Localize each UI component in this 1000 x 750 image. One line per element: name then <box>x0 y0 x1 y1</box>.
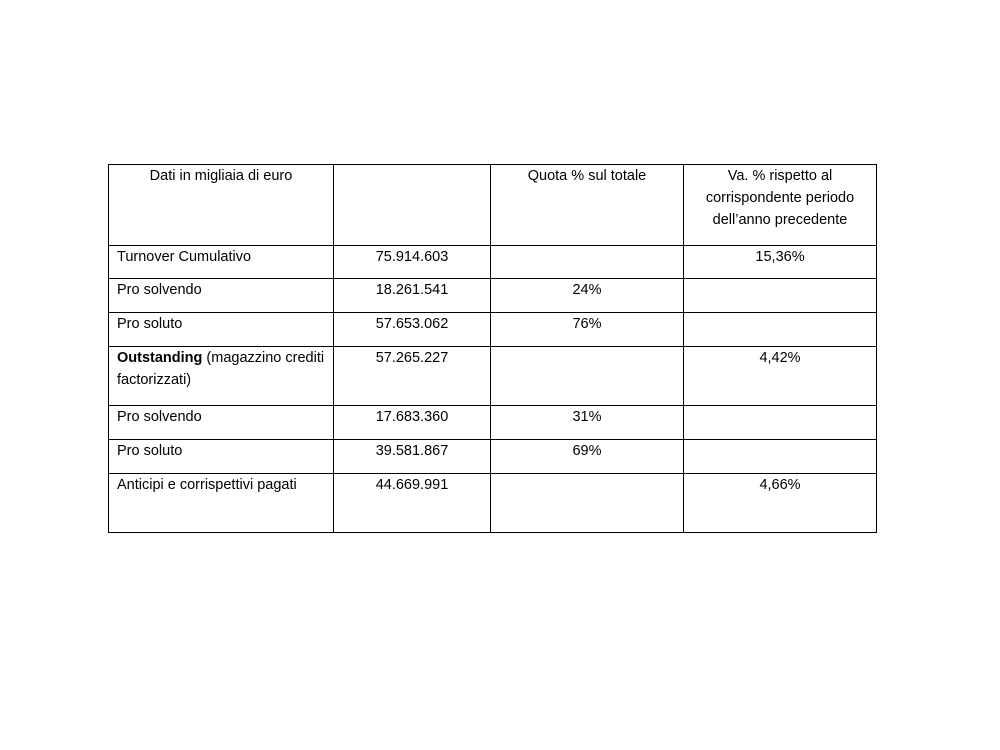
row-label: Anticipi e corrispettivi pagati <box>109 474 334 533</box>
row-quota <box>491 347 684 406</box>
row-label: Pro soluto <box>109 313 334 347</box>
table-row <box>109 347 877 406</box>
header-cell-description: Dati in migliaia di euro <box>109 165 334 246</box>
row-variazione <box>684 440 877 474</box>
table-row <box>109 440 877 474</box>
row-variazione <box>684 279 877 313</box>
row-label <box>109 347 334 406</box>
header-cell-value <box>334 165 491 246</box>
row-variazione <box>684 406 877 440</box>
row-value: 44.669.991 <box>334 474 491 533</box>
row-value: 75.914.603 <box>334 246 491 279</box>
row-quota: 24% <box>491 279 684 313</box>
row-value: 18.261.541 <box>334 279 491 313</box>
row-quota <box>491 474 684 533</box>
row-variazione: 4,66% <box>684 474 877 533</box>
row-quota: 76% <box>491 313 684 347</box>
row-variazione <box>684 313 877 347</box>
row-value: 39.581.867 <box>334 440 491 474</box>
row-quota <box>491 246 684 279</box>
row-label: Turnover Cumulativo <box>109 246 334 279</box>
table-row <box>109 406 877 440</box>
row-variazione: 15,36% <box>684 246 877 279</box>
row-variazione: 4,42% <box>684 347 877 406</box>
row-quota: 31% <box>491 406 684 440</box>
table-row <box>109 313 877 347</box>
table-row <box>109 474 877 533</box>
row-label-main: Outstanding <box>117 350 203 366</box>
table-header-row <box>109 165 877 246</box>
header-cell-quota: Quota % sul totale <box>491 165 684 246</box>
row-quota: 69% <box>491 440 684 474</box>
header-cell-variazione: Va. % rispetto al corrispondente periodo dell’anno precedente <box>684 165 877 246</box>
row-label: Pro solvendo <box>109 279 334 313</box>
data-table <box>108 164 877 533</box>
row-value: 57.265.227 <box>334 347 491 406</box>
row-label: Pro solvendo <box>109 406 334 440</box>
row-label-extra: (magazzino crediti factorizzati) <box>117 350 325 388</box>
table-row <box>109 246 877 279</box>
row-value: 17.683.360 <box>334 406 491 440</box>
table-row <box>109 279 877 313</box>
row-value: 57.653.062 <box>334 313 491 347</box>
row-label: Pro soluto <box>109 440 334 474</box>
